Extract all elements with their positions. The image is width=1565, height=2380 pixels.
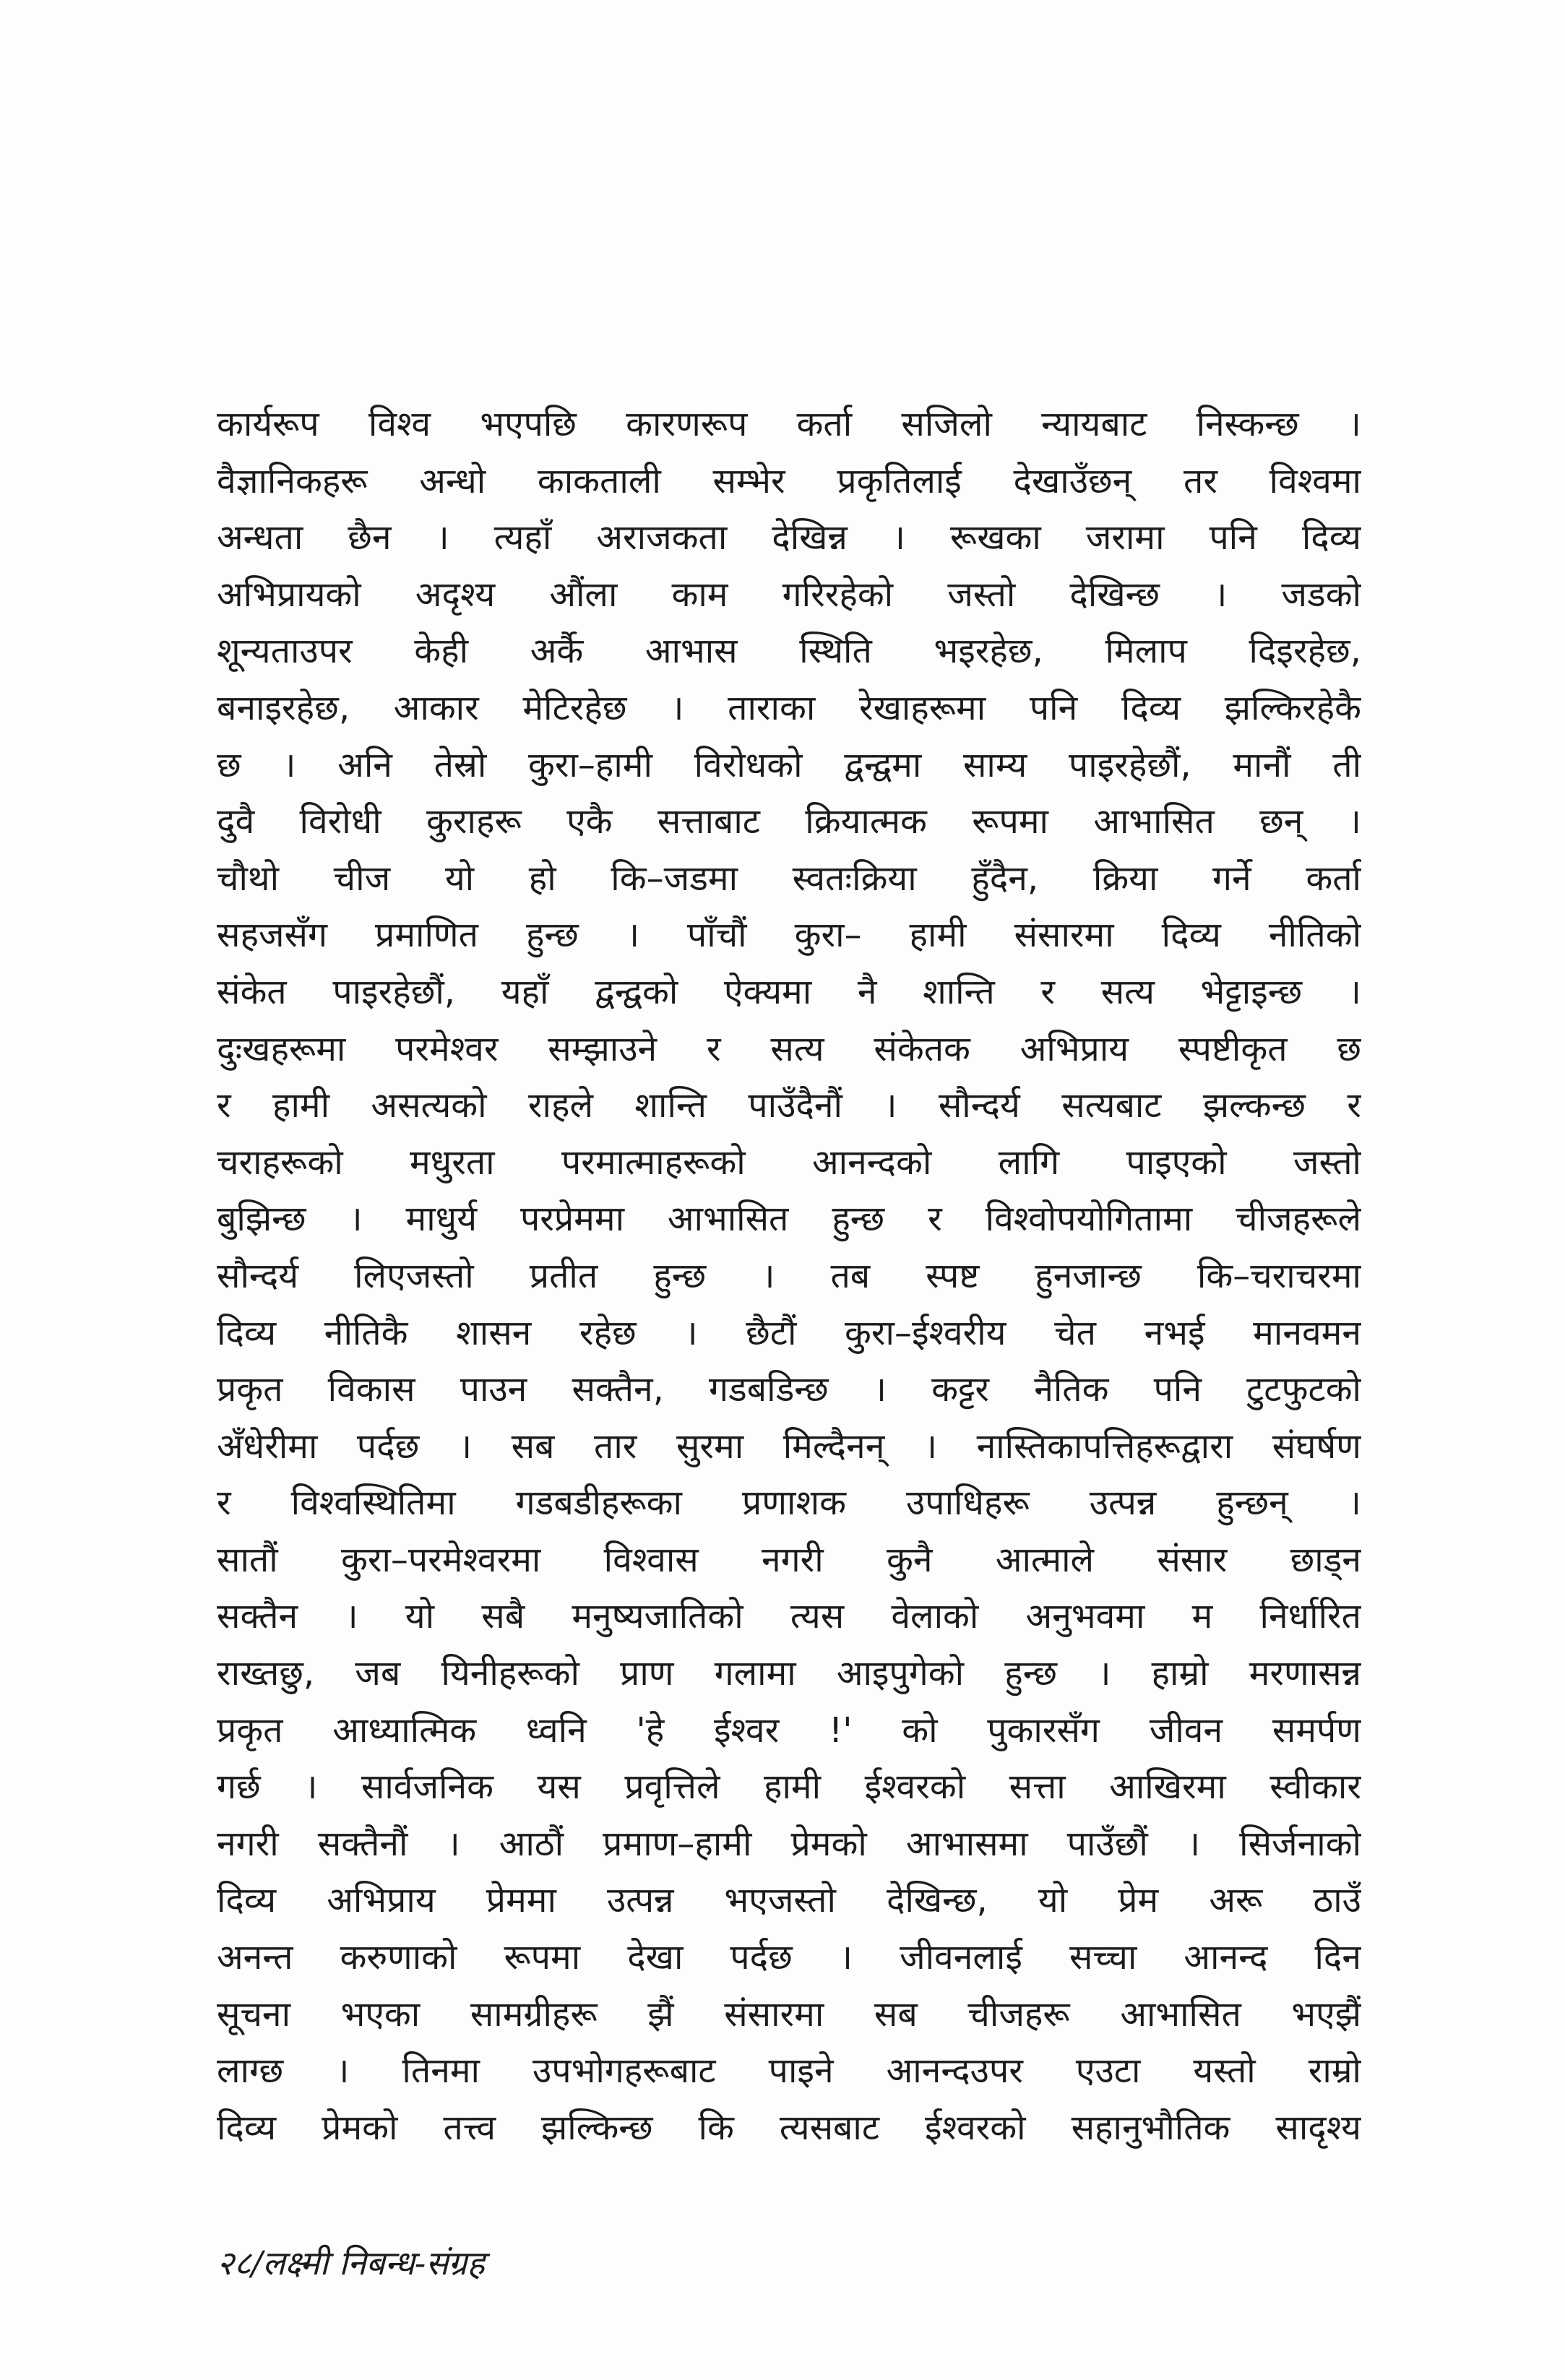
text-line: अभिप्रायको अदृश्य औंला काम गरिरहेको जस्तो देखिन्छ । जडको <box>217 574 1361 615</box>
text-line: दिव्य अभिप्राय प्रेममा उत्पन्न भएजस्तो देखिन्छ, यो प्रेम अरू ठाउँ <box>217 1880 1361 1921</box>
text-line: वैज्ञानिकहरू अन्धो काकताली सम्भेर प्रकृतिलाई देखाउँछन् तर विश्वमा <box>217 460 1361 501</box>
text-line: सौन्दर्य लिएजस्तो प्रतीत हुन्छ । तब स्पष्ट हुनजान्छ कि–चराचरमा <box>217 1255 1361 1296</box>
text-line: दुःखहरूमा परमेश्वर सम्झाउने र सत्य संकेतक अभिप्राय स्पष्टीकृत छ <box>217 1028 1361 1069</box>
text-line: र विश्वस्थितिमा गडबडीहरूका प्रणाशक उपाधिहरू उत्पन्न हुन्छन् । <box>217 1483 1361 1524</box>
text-line: संकेत पाइरहेछौं, यहाँ द्वन्द्वको ऐक्यमा नै शान्ति र सत्य भेट्टाइन्छ । <box>217 971 1361 1012</box>
text-line: बुझिन्छ । माधुर्य परप्रेममा आभासित हुन्छ र विश्वोपयोगितामा चीजहरूले <box>217 1199 1361 1240</box>
text-line: अन्धता छैन । त्यहाँ अराजकता देखिन्न । रूखका जरामा पनि दिव्य <box>217 517 1361 559</box>
text-line: सातौं कुरा–परमेश्वरमा विश्वास नगरी कुनै आत्माले संसार छाड्न <box>217 1539 1361 1580</box>
essay-body-text <box>217 396 1361 2156</box>
text-line: शून्यताउपर केही अर्कै आभास स्थिति भइरहेछ, मिलाप दिइरहेछ, <box>217 631 1361 672</box>
text-line: सूचना भएका सामग्रीहरू झैं संसारमा सब चीजहरू आभासित भएझैं <box>217 1993 1361 2035</box>
text-line: अनन्त करुणाको रूपमा देखा पर्दछ । जीवनलाई सच्चा आनन्द दिन <box>217 1937 1361 1978</box>
text-line: दिव्य नीतिकै शासन रहेछ । छैटौं कुरा–ईश्वरीय चेत नभई मानवमन <box>217 1312 1361 1353</box>
text-line: चौथो चीज यो हो कि–जडमा स्वतःक्रिया हुँदैन, क्रिया गर्ने कर्ता <box>217 858 1361 899</box>
text-line: लाग्छ । तिनमा उपभोगहरूबाट पाइने आनन्दउपर एउटा यस्तो राम्रो <box>217 2051 1361 2092</box>
text-line: छ । अनि तेस्रो कुरा–हामी विरोधको द्वन्द्वमा साम्य पाइरहेछौं, मानौं ती <box>217 744 1361 785</box>
text-line: प्रकृत आध्यात्मिक ध्वनि 'हे ईश्वर !' को पुकारसँग जीवन समर्पण <box>217 1709 1361 1751</box>
text-line: नगरी सक्तैनौं । आठौं प्रमाण–हामी प्रेमको आभासमा पाउँछौं । सिर्जनाको <box>217 1823 1361 1864</box>
text-line: कार्यरूप विश्व भएपछि कारणरूप कर्ता सजिलो न्यायबाट निस्कन्छ । <box>217 404 1361 444</box>
text-line: दुवै विरोधी कुराहरू एकै सत्ताबाट क्रियात्मक रूपमा आभासित छन् । <box>217 801 1361 842</box>
page-footer: २८/लक्ष्मी निबन्ध-संग्रह <box>217 2243 485 2282</box>
text-line: र हामी असत्यको राहले शान्ति पाउँदैनौं । सौन्दर्य सत्यबाट झल्कन्छ र <box>217 1085 1361 1126</box>
text-line: राख्तछु, जब यिनीहरूको प्राण गलामा आइपुगेको हुन्छ । हाम्रो मरणासन्न <box>217 1653 1361 1694</box>
text-line: अँधेरीमा पर्दछ । सब तार सुरमा मिल्दैनन् । नास्तिकापत्तिहरूद्वारा संघर्षण <box>217 1426 1361 1467</box>
text-line: दिव्य प्रेमको तत्त्व झल्किन्छ कि त्यसबाट ईश्वरको सहानुभौतिक सादृश्य <box>217 2107 1361 2148</box>
text-line: गर्छ । सार्वजनिक यस प्रवृत्तिले हामी ईश्वरको सत्ता आखिरमा स्वीकार <box>217 1767 1361 1808</box>
text-line: सक्तैन । यो सबै मनुष्यजातिको त्यस वेलाको अनुभवमा म निर्धारित <box>217 1596 1361 1637</box>
text-line: सहजसँग प्रमाणित हुन्छ । पाँचौं कुरा– हामी संसारमा दिव्य नीतिको <box>217 915 1361 956</box>
text-line: चराहरूको मधुरता परमात्माहरूको आनन्दको लागि पाइएको जस्तो <box>217 1142 1361 1183</box>
text-line: बनाइरहेछ, आकार मेटिरहेछ । ताराका रेखाहरूमा पनि दिव्य झल्किरहेकै <box>217 687 1361 728</box>
text-line: प्रकृत विकास पाउन सक्तैन, गडबडिन्छ । कट्टर नैतिक पनि टुटफुटको <box>217 1369 1361 1410</box>
